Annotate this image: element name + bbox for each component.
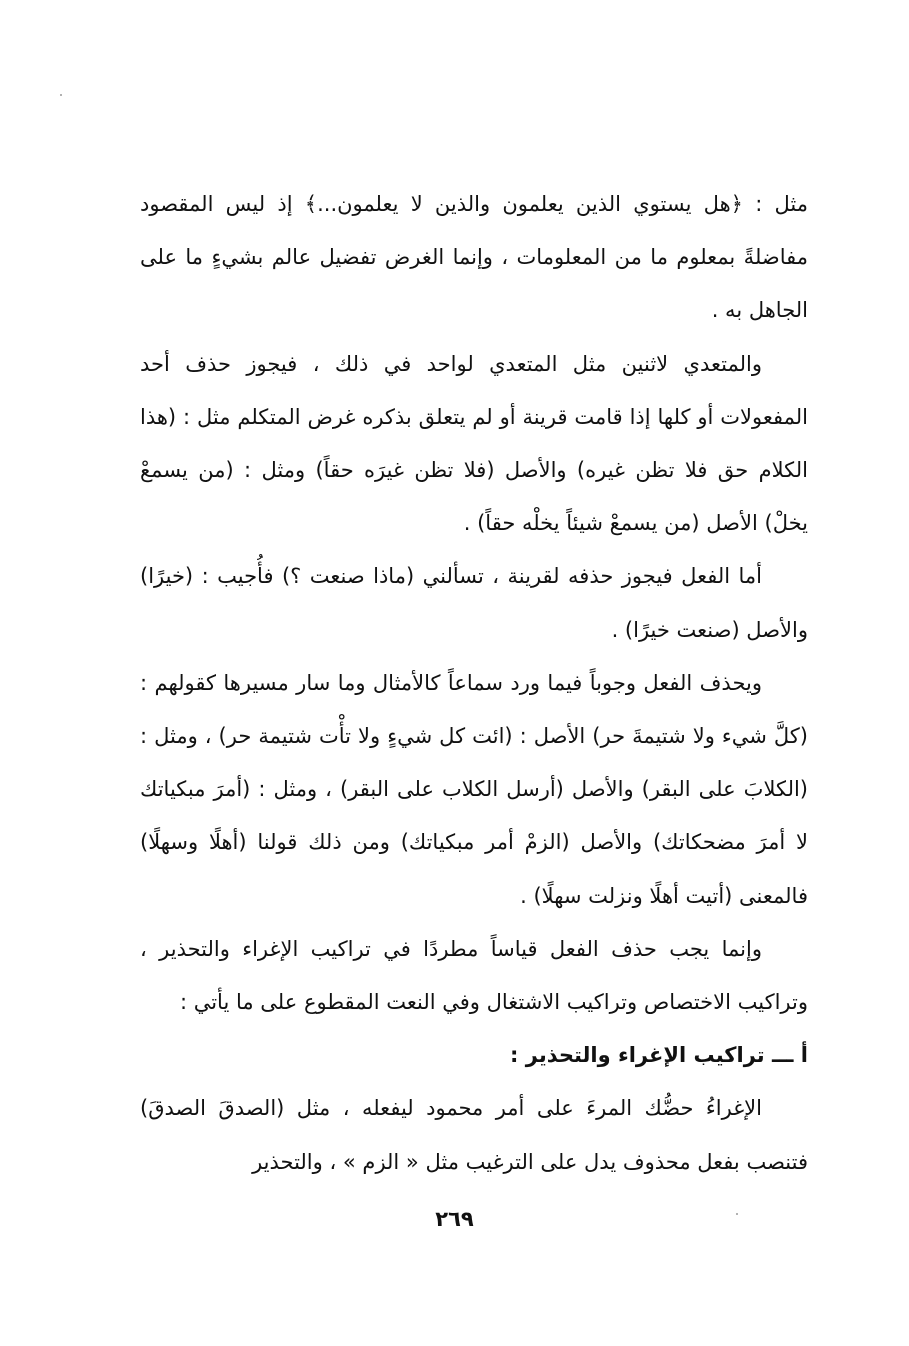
paragraph-example-quran-verse: مثل : ﴿هل يستوي الذين يعلمون والذين لا يعلمون...﴾ إذ ليس المقصود مفاضلةً بمعلوم ما من المعلومات ، وإنما الغرض تفضيل عالم بشيءٍ ما على الجاهل به . <box>140 192 808 323</box>
scan-speck <box>60 94 62 96</box>
paragraph-analogical-omission: وإنما يجب حذف الفعل قياساً مطردًا في تراكيب الإغراء والتحذير ، وتراكيب الاختصاص وتراكيب الاشتغال وفي النعت المقطوع على ما يأتي : <box>140 936 808 1015</box>
paragraph-ighraa-definition: الإغراءُ حضُّك المرءَ على أمر محمود ليفعله ، مثل (الصدقَ الصدقَ) فتنصب بفعل محذوف يدل على الترغيب مثل « الزم » ، والتحذير <box>140 1096 808 1174</box>
scan-speck <box>736 1213 738 1215</box>
page-number: ٢٦٩ <box>435 1207 474 1231</box>
paragraph-obligatory-omission: ويحذف الفعل وجوباً فيما ورد سماعاً كالأمثال وما سار مسيرها كقولهم : (كلَّ شيء ولا شتيمةَ حر) الأصل : (ائت كل شيءٍ ولا تأْت شتيمة حر) ، ومثل : (الكلابَ على البقر) والأصل (أرسل الكلاب على البقر) ، ومثل : (أمرَ مبكياتك لا أمرَ مضحكاتك) والأصل (الزمْ أمر مبكياتك) ومن ذلك قولنا (أهلًا وسهلًا) فالمعنى (أتيت أهلًا ونزلت سهلًا) . <box>140 670 808 908</box>
page-body-text <box>140 178 808 1189</box>
paragraph-transitive-two-objects: والمتعدي لاثنين مثل المتعدي لواحد في ذلك ، فيجوز حذف أحد المفعولات أو كلها إذا قامت قرينة أو لم يتعلق بذكره غرض المتكلم مثل : (هذا الكلام حق فلا تظن غيره) والأصل (فلا تظن غيرَه حقاً) ومثل : (من يسمعْ يخلْ) الأصل (من يسمعْ شيئاً يخلْه حقاً) . <box>140 351 808 536</box>
paragraph-verb-omission: أما الفعل فيجوز حذفه لقرينة ، تسألني (ماذا صنعت ؟) فأُجيب : (خيرًا) والأصل (صنعت خيرًا) . <box>140 564 808 642</box>
section-heading-ighraa-tahdhir: أ ـــ تراكيب الإغراء والتحذير : <box>510 1043 808 1068</box>
